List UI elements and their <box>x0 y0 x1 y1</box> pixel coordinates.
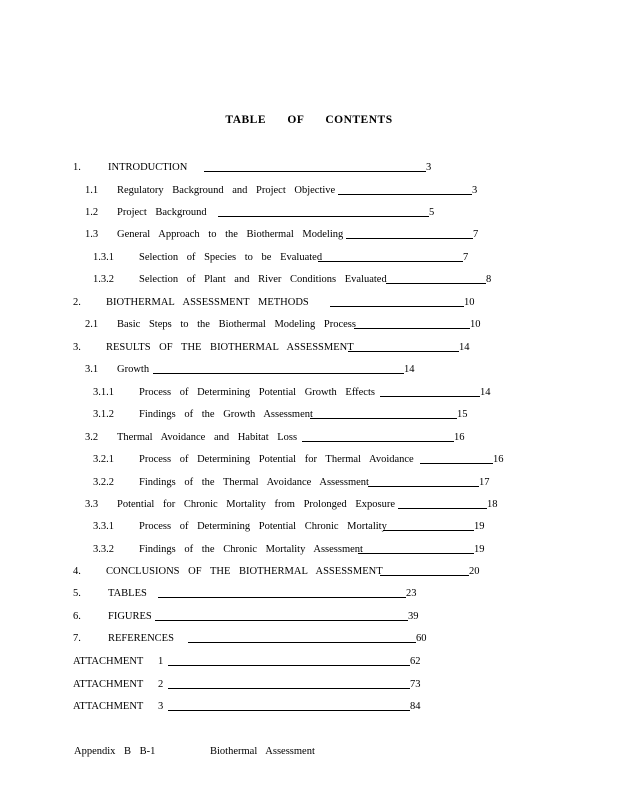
toc-leader-line <box>158 597 406 598</box>
toc-entry-number: ATTACHMENT <box>73 679 144 690</box>
toc-entry <box>0 408 618 422</box>
toc-entry-page: 18 <box>487 499 498 510</box>
toc-entry <box>0 184 618 198</box>
toc-entry-number: 3.3.2 <box>93 544 114 555</box>
toc-entry-page: 16 <box>493 454 504 465</box>
toc-entry-page: 14 <box>480 387 491 398</box>
toc-entry <box>0 341 618 355</box>
toc-entry-title: Findings of the Chronic Mortality Assessment <box>139 544 363 555</box>
toc-entry-number: ATTACHMENT <box>73 701 144 712</box>
toc-leader-line <box>168 688 410 689</box>
toc-leader-line <box>302 441 454 442</box>
toc-entry <box>0 700 618 714</box>
toc-entry-page: 39 <box>408 611 419 622</box>
toc-entry-title: 3 <box>158 701 164 712</box>
toc-entry-title: Project Background <box>117 207 207 218</box>
toc-leader-line <box>358 553 474 554</box>
toc-entry-page: 3 <box>426 162 432 173</box>
toc-entry-page: 14 <box>404 364 415 375</box>
toc-entry-page: 19 <box>474 544 485 555</box>
toc-entry-page: 84 <box>410 701 421 712</box>
toc-entry-page: 23 <box>406 588 417 599</box>
toc-entry-title: TABLES <box>108 588 147 599</box>
toc-leader-line <box>168 710 410 711</box>
toc-entry-title: Findings of the Thermal Avoidance Assessment <box>139 477 369 488</box>
toc-entry <box>0 363 618 377</box>
footer-section: Biothermal Assessment <box>210 746 315 757</box>
toc-entry-title: Growth <box>117 364 150 375</box>
toc-entry-page: 73 <box>410 679 421 690</box>
toc-entry-page: 10 <box>464 297 475 308</box>
toc-entry <box>0 318 618 332</box>
toc-entry-title: Process of Determining Potential Chronic Mortality <box>139 521 387 532</box>
toc-entry-number: 7. <box>73 633 81 644</box>
footer-appendix: Appendix B B-1 <box>74 746 156 757</box>
toc-entry <box>0 632 618 646</box>
toc-entry <box>0 565 618 579</box>
toc-entry-number: 1.2 <box>85 207 99 218</box>
toc-entry-title: Process of Determining Potential Growth Effects <box>139 387 375 398</box>
toc-leader-line <box>338 194 472 195</box>
toc-entry <box>0 587 618 601</box>
toc-entry <box>0 228 618 242</box>
toc-entry-page: 8 <box>486 274 492 285</box>
toc-entry-number: 1.3.1 <box>93 252 114 263</box>
toc-entry <box>0 251 618 265</box>
toc-entry-number: 3.1 <box>85 364 99 375</box>
toc-entry <box>0 206 618 220</box>
toc-leader-line <box>380 575 469 576</box>
toc-leader-line <box>386 283 486 284</box>
toc-leader-line <box>398 508 487 509</box>
toc-leader-line <box>383 530 474 531</box>
toc-entry-number: 3.2 <box>85 432 99 443</box>
toc-entry-number: 4. <box>73 566 81 577</box>
toc-entry-number: ATTACHMENT <box>73 656 144 667</box>
toc-leader-line <box>420 463 493 464</box>
toc-entry-page: 17 <box>479 477 490 488</box>
toc-entry-page: 62 <box>410 656 421 667</box>
toc-leader-line <box>204 171 426 172</box>
toc-entry-title: General Approach to the Biothermal Modeling <box>117 229 344 240</box>
toc-leader-line <box>380 396 480 397</box>
toc-entry-number: 1.3.2 <box>93 274 114 285</box>
page-title: TABLE OF CONTENTS <box>225 114 393 126</box>
toc-entry-title: FIGURES <box>108 611 152 622</box>
toc-entry-title: Potential for Chronic Mortality from Prolonged Exposure <box>117 499 396 510</box>
toc-entry-number: 1.3 <box>85 229 99 240</box>
toc-entry-page: 5 <box>429 207 435 218</box>
toc-entry <box>0 610 618 624</box>
toc-entry-title: RESULTS OF THE BIOTHERMAL ASSESSMENT <box>106 342 354 353</box>
toc-entry-number: 1. <box>73 162 81 173</box>
toc-entry <box>0 273 618 287</box>
toc-entry-title: Selection of Species to be Evaluated <box>139 252 323 263</box>
toc-entry-page: 19 <box>474 521 485 532</box>
toc-entry <box>0 678 618 692</box>
toc-entry-page: 10 <box>470 319 481 330</box>
toc-entry-number: 5. <box>73 588 81 599</box>
toc-leader-line <box>218 216 429 217</box>
toc-entry-number: 3.2.2 <box>93 477 114 488</box>
toc-entry <box>0 520 618 534</box>
toc-entry-number: 6. <box>73 611 81 622</box>
toc-entry-title: Regulatory Background and Project Objective <box>117 185 336 196</box>
toc-leader-line <box>318 261 463 262</box>
toc-leader-line <box>188 642 416 643</box>
toc-entry-page: 14 <box>459 342 470 353</box>
toc-entry-title: 2 <box>158 679 164 690</box>
toc-entry-title: CONCLUSIONS OF THE BIOTHERMAL ASSESSMENT <box>106 566 383 577</box>
toc-entry-title: Findings of the Growth Assessment <box>139 409 313 420</box>
toc-entry <box>0 655 618 669</box>
toc-entry-page: 20 <box>469 566 480 577</box>
toc-entry-number: 3.2.1 <box>93 454 114 465</box>
toc-entry <box>0 476 618 490</box>
toc-leader-line <box>310 418 457 419</box>
toc-entry-title: Thermal Avoidance and Habitat Loss <box>117 432 298 443</box>
toc-leader-line <box>346 238 473 239</box>
toc-leader-line <box>354 328 470 329</box>
toc-entry-number: 2.1 <box>85 319 99 330</box>
toc-entry-number: 3.1.1 <box>93 387 114 398</box>
toc-entry-page: 7 <box>473 229 479 240</box>
toc-entry <box>0 386 618 400</box>
toc-leader-line <box>168 665 410 666</box>
toc-entry-title: Basic Steps to the Biothermal Modeling Process <box>117 319 356 330</box>
toc-entry-page: 7 <box>463 252 469 263</box>
toc-entry <box>0 431 618 445</box>
toc-leader-line <box>155 620 408 621</box>
toc-entry-title: BIOTHERMAL ASSESSMENT METHODS <box>106 297 309 308</box>
toc-entry-number: 2. <box>73 297 81 308</box>
toc-entry-title: Selection of Plant and River Conditions Evaluated <box>139 274 387 285</box>
toc-entry-number: 3.1.2 <box>93 409 114 420</box>
toc-entry-page: 16 <box>454 432 465 443</box>
toc-leader-line <box>153 373 404 374</box>
toc-leader-line <box>330 306 464 307</box>
toc-entry-number: 3. <box>73 342 81 353</box>
toc-entry-title: Process of Determining Potential for Thermal Avoidance <box>139 454 414 465</box>
toc-entry <box>0 543 618 557</box>
toc-entry-number: 3.3 <box>85 499 99 510</box>
toc-entry <box>0 453 618 467</box>
toc-entry-page: 3 <box>472 185 478 196</box>
toc-entry-title: REFERENCES <box>108 633 174 644</box>
toc-entry-title: INTRODUCTION <box>108 162 188 173</box>
toc-entry-number: 1.1 <box>85 185 99 196</box>
toc-entry <box>0 161 618 175</box>
toc-entry <box>0 296 618 310</box>
toc-leader-line <box>348 351 459 352</box>
toc-leader-line <box>368 486 479 487</box>
toc-entry-page: 15 <box>457 409 468 420</box>
toc-entry <box>0 498 618 512</box>
toc-entry-page: 60 <box>416 633 427 644</box>
toc-entry-number: 3.3.1 <box>93 521 114 532</box>
toc-entry-title: 1 <box>158 656 164 667</box>
